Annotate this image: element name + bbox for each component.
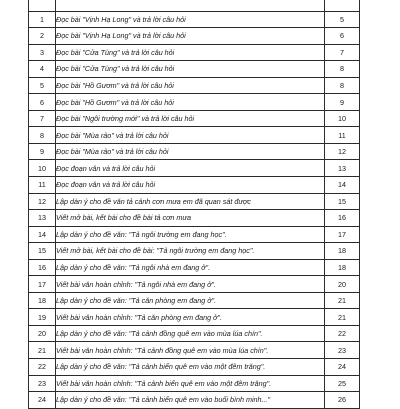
lesson-title: Lập dàn ý cho đề văn: "Tả ngôi trường em đang học". [56, 226, 325, 243]
row-number: 2 [29, 28, 56, 45]
row-number: 5 [29, 77, 56, 94]
lesson-title: Đọc bài "Mùa rảo" và trả lời câu hỏi [56, 127, 325, 144]
row-number: 19 [29, 309, 56, 326]
lesson-title: Lập dàn ý cho đề văn: "Tả căn phòng em đang ở". [56, 292, 325, 309]
lesson-title [56, 0, 325, 11]
row-number: 4 [29, 61, 56, 78]
page-number: 21 [325, 292, 360, 309]
row-number: 24 [29, 392, 56, 409]
row-number: 14 [29, 226, 56, 243]
table-row [29, 243, 360, 260]
row-number: 12 [29, 193, 56, 210]
row-number: 15 [29, 243, 56, 260]
row-number: 3 [29, 44, 56, 61]
table-row [29, 0, 360, 11]
lesson-title: Đọc bài "Vịnh Hạ Long" và trả lời câu hỏi [56, 28, 325, 45]
table-row [29, 375, 360, 392]
table-of-contents [28, 0, 360, 409]
lesson-title: Viết bài văn hoàn chỉnh: "Tả căn phòng em đang ở". [56, 309, 325, 326]
lesson-title: Viết bài văn hoàn chỉnh: "Tả ngôi nhà em đang ở". [56, 276, 325, 293]
page-number: 8 [325, 77, 360, 94]
lesson-title: Viết bài văn hoàn chỉnh: "Tả cảnh biển quê em vào một đêm trăng". [56, 375, 325, 392]
page-number: 20 [325, 276, 360, 293]
table-row [29, 226, 360, 243]
table-row [29, 193, 360, 210]
lesson-title: Đọc đoạn văn và trả lời câu hỏi [56, 160, 325, 177]
table-row [29, 292, 360, 309]
page-number: 14 [325, 177, 360, 194]
page-number: 10 [325, 110, 360, 127]
row-number: 9 [29, 143, 56, 160]
page-number: 9 [325, 94, 360, 111]
table-row [29, 77, 360, 94]
page-number: 13 [325, 160, 360, 177]
page-number: 12 [325, 143, 360, 160]
lesson-title: Lập dàn ý cho đề văn: "Tả ngôi nhà em đang ở". [56, 259, 325, 276]
lesson-title: Đọc bài "Mùa rảo" và trả lời câu hỏi [56, 143, 325, 160]
page-number [325, 0, 360, 11]
lesson-title: Lập dàn ý cho đề văn tả cảnh cơn mưa em đã quan sát được [56, 193, 325, 210]
lesson-title: Lập dàn ý cho đề văn: "Tả cảnh biển quê em vào một đêm trăng". [56, 359, 325, 376]
lesson-title: Đọc bài "Ngôi trường mới" và trả lời câu hỏi [56, 110, 325, 127]
row-number: 11 [29, 177, 56, 194]
row-number: 10 [29, 160, 56, 177]
row-number: 20 [29, 325, 56, 342]
lesson-title: Đọc bài "Cửa Tùng" và trả lời câu hỏi [56, 61, 325, 78]
page-number: 11 [325, 127, 360, 144]
page-number: 15 [325, 193, 360, 210]
row-number: 16 [29, 259, 56, 276]
table-row [29, 325, 360, 342]
page-number: 18 [325, 243, 360, 260]
row-number: 22 [29, 359, 56, 376]
table-row [29, 309, 360, 326]
table-row [29, 359, 360, 376]
row-number: 21 [29, 342, 56, 359]
page-number: 8 [325, 61, 360, 78]
row-number: 13 [29, 210, 56, 227]
row-number [29, 0, 56, 11]
lesson-title: Đọc bài "Cửa Tùng" và trả lời câu hỏi [56, 44, 325, 61]
contents-table [28, 0, 360, 409]
page-number: 25 [325, 375, 360, 392]
row-number: 17 [29, 276, 56, 293]
lesson-title: Đọc bài "Hồ Gươm" và trả lời câu hỏi [56, 94, 325, 111]
lesson-title: Đọc đoạn văn và trả lời câu hỏi [56, 177, 325, 194]
contents-table-body [29, 0, 360, 408]
page-number: 22 [325, 325, 360, 342]
table-row [29, 210, 360, 227]
lesson-title: Lập dàn ý cho đề văn: "Tả cảnh biển quê em vào buổi bình minh..." [56, 392, 325, 409]
table-row [29, 94, 360, 111]
table-row [29, 276, 360, 293]
table-row [29, 110, 360, 127]
lesson-title: Viết bài văn hoàn chỉnh: "Tả cảnh đồng quê em vào mùa lúa chín". [56, 342, 325, 359]
table-row [29, 259, 360, 276]
table-row [29, 143, 360, 160]
page-number: 16 [325, 210, 360, 227]
row-number: 6 [29, 94, 56, 111]
lesson-title: Đọc bài "Vịnh Hạ Long" và trả lời câu hỏi [56, 11, 325, 28]
page-number: 17 [325, 226, 360, 243]
page-number: 23 [325, 342, 360, 359]
row-number: 23 [29, 375, 56, 392]
lesson-title: Viết mở bài, kết bài cho đề bài: "Tả ngôi trường em đang học". [56, 243, 325, 260]
page-number: 6 [325, 28, 360, 45]
table-row [29, 160, 360, 177]
table-row [29, 44, 360, 61]
row-number: 7 [29, 110, 56, 127]
row-number: 8 [29, 127, 56, 144]
page-number: 7 [325, 44, 360, 61]
table-row [29, 28, 360, 45]
page-number: 26 [325, 392, 360, 409]
table-row [29, 11, 360, 28]
table-row [29, 127, 360, 144]
lesson-title: Viết mở bài, kết bài cho đề bài tả cơn mưa [56, 210, 325, 227]
table-row [29, 61, 360, 78]
page-number: 24 [325, 359, 360, 376]
table-row [29, 177, 360, 194]
row-number: 1 [29, 11, 56, 28]
lesson-title: Đọc bài "Hồ Gươm" và trả lời câu hỏi [56, 77, 325, 94]
row-number: 18 [29, 292, 56, 309]
page-number: 5 [325, 11, 360, 28]
lesson-title: Lập dàn ý cho đề văn: "Tả cảnh đồng quê em vào mùa lúa chín". [56, 325, 325, 342]
table-row [29, 342, 360, 359]
page-number: 21 [325, 309, 360, 326]
page-number: 18 [325, 259, 360, 276]
